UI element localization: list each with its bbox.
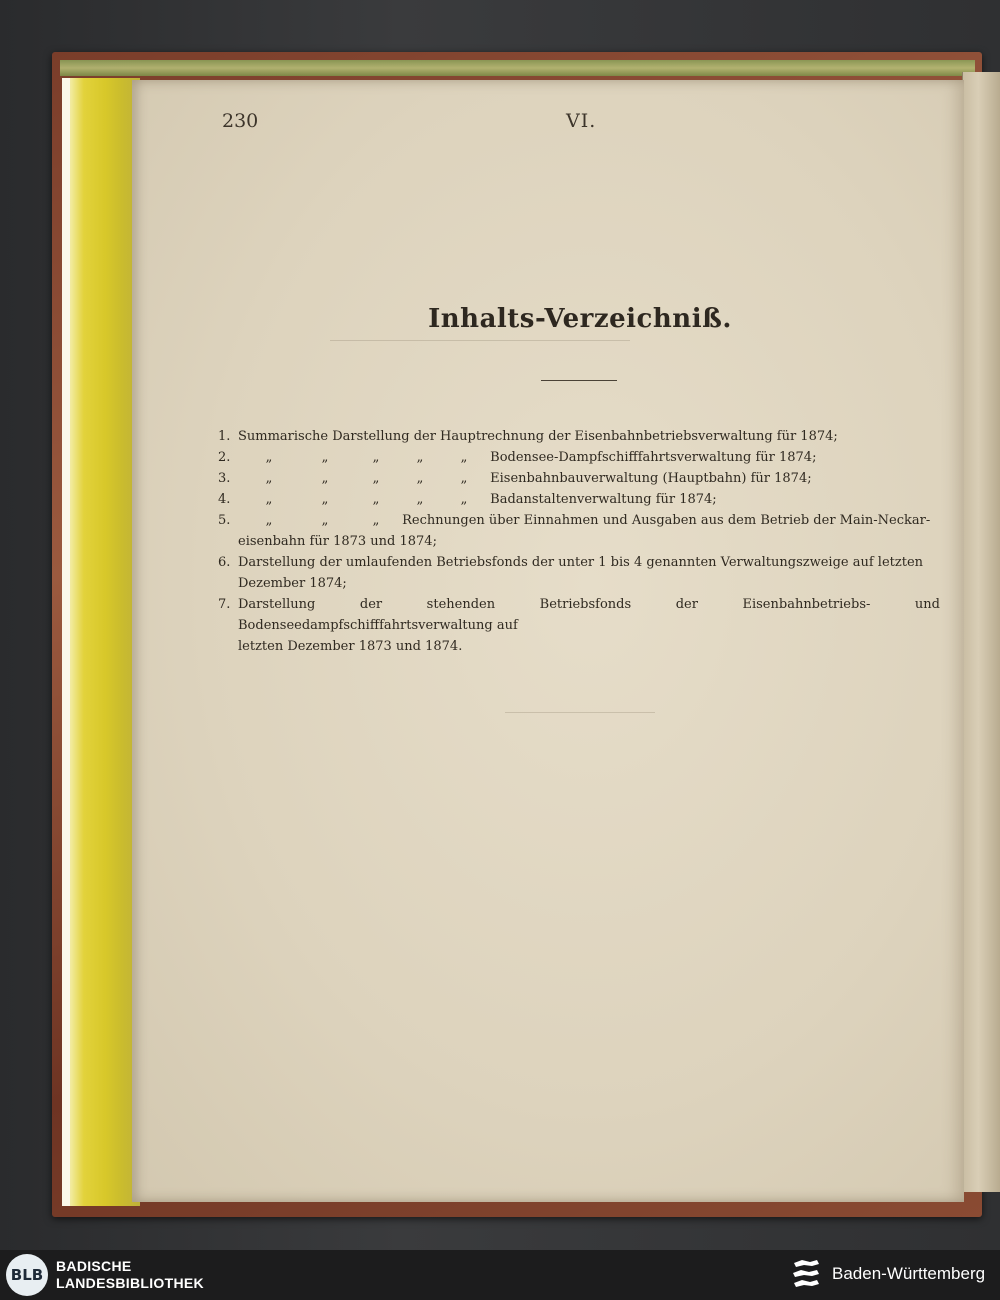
bleed-through-rule [330, 340, 630, 341]
toc-entry [218, 552, 940, 594]
ditto-mark: „ [321, 471, 329, 486]
toc-entry-number: 4. [218, 492, 231, 507]
toc-entry-number: 3. [218, 471, 231, 486]
toc-entry-number: 5. [218, 513, 231, 528]
toc-entry-number: 6. [218, 555, 231, 570]
ditto-mark: „ [265, 492, 273, 507]
ditto-mark: „ [416, 492, 424, 507]
library-name-line1: BADISCHE [56, 1258, 132, 1274]
cover-edge [60, 60, 975, 76]
ditto-mark: „ [416, 450, 424, 465]
toc-entry-continuation: Dezember 1874; [238, 576, 347, 591]
state-name[interactable]: Baden-Württemberg [832, 1264, 986, 1283]
blb-logo[interactable]: BLB [6, 1254, 48, 1296]
ditto-mark: „ [265, 471, 273, 486]
toc-entry [218, 489, 940, 510]
toc-entry [218, 594, 940, 657]
toc-entry [218, 468, 940, 489]
lions-crest-icon [790, 1257, 822, 1293]
ditto-mark: „ [416, 471, 424, 486]
library-name[interactable] [56, 1258, 204, 1292]
toc-entry [218, 426, 940, 447]
ditto-mark: „ [321, 492, 329, 507]
ditto-mark: „ [372, 492, 380, 507]
page-stack-edge [62, 78, 140, 1206]
ditto-mark: „ [460, 450, 468, 465]
ditto-mark: „ [372, 450, 380, 465]
ditto-mark: „ [372, 513, 380, 528]
ditto-mark: „ [460, 492, 468, 507]
toc-entry-number: 7. [218, 597, 231, 612]
toc-entry-number: 2. [218, 450, 231, 465]
section-number: VI. [566, 110, 597, 132]
toc-entry-continuation: eisenbahn für 1873 und 1874; [238, 534, 437, 549]
toc-entry [218, 447, 940, 468]
title-rule [541, 380, 617, 381]
ditto-mark: „ [372, 471, 380, 486]
toc-entry-text: Rechnungen über Einnahmen und Ausgaben aus dem Betrieb der Main-Neckar- [402, 513, 931, 528]
library-name-line2: LANDESBIBLIOTHEK [56, 1275, 204, 1291]
toc-entry-text: Bodensee-Dampfschifffahrtsverwaltung für 1874; [490, 450, 817, 465]
next-page-edge [962, 72, 1000, 1192]
toc-entry-text: Summarische Darstellung der Hauptrechnung der Eisenbahnbetriebsverwaltung für 1874; [238, 429, 838, 444]
ditto-mark: „ [321, 513, 329, 528]
page-number: 230 [222, 110, 259, 132]
bleed-through-rule [505, 712, 655, 713]
toc-entry-text: Badanstaltenverwaltung für 1874; [490, 492, 717, 507]
toc-title: Inhalts-Verzeichniß. [428, 304, 732, 334]
ditto-mark: „ [265, 513, 273, 528]
toc-entry-number: 1. [218, 429, 231, 444]
footer-bar [0, 1250, 1000, 1300]
toc-entry-text: Eisenbahnbauverwaltung (Hauptbahn) für 1874; [490, 471, 812, 486]
toc-entry-text: Darstellung der stehenden Betriebsfonds der Eisenbahnbetriebs- und Bodenseedampfschifffahrtsverwaltung auf [238, 597, 940, 633]
toc-entry-text: Darstellung der umlaufenden Betriebsfonds der unter 1 bis 4 genannten Verwaltungszweige auf letzten [238, 555, 924, 570]
toc-entry-continuation: letzten Dezember 1873 und 1874. [238, 639, 463, 654]
toc-entry [218, 510, 940, 552]
ditto-mark: „ [460, 471, 468, 486]
toc-list [218, 426, 940, 657]
ditto-mark: „ [321, 450, 329, 465]
ditto-mark: „ [265, 450, 273, 465]
